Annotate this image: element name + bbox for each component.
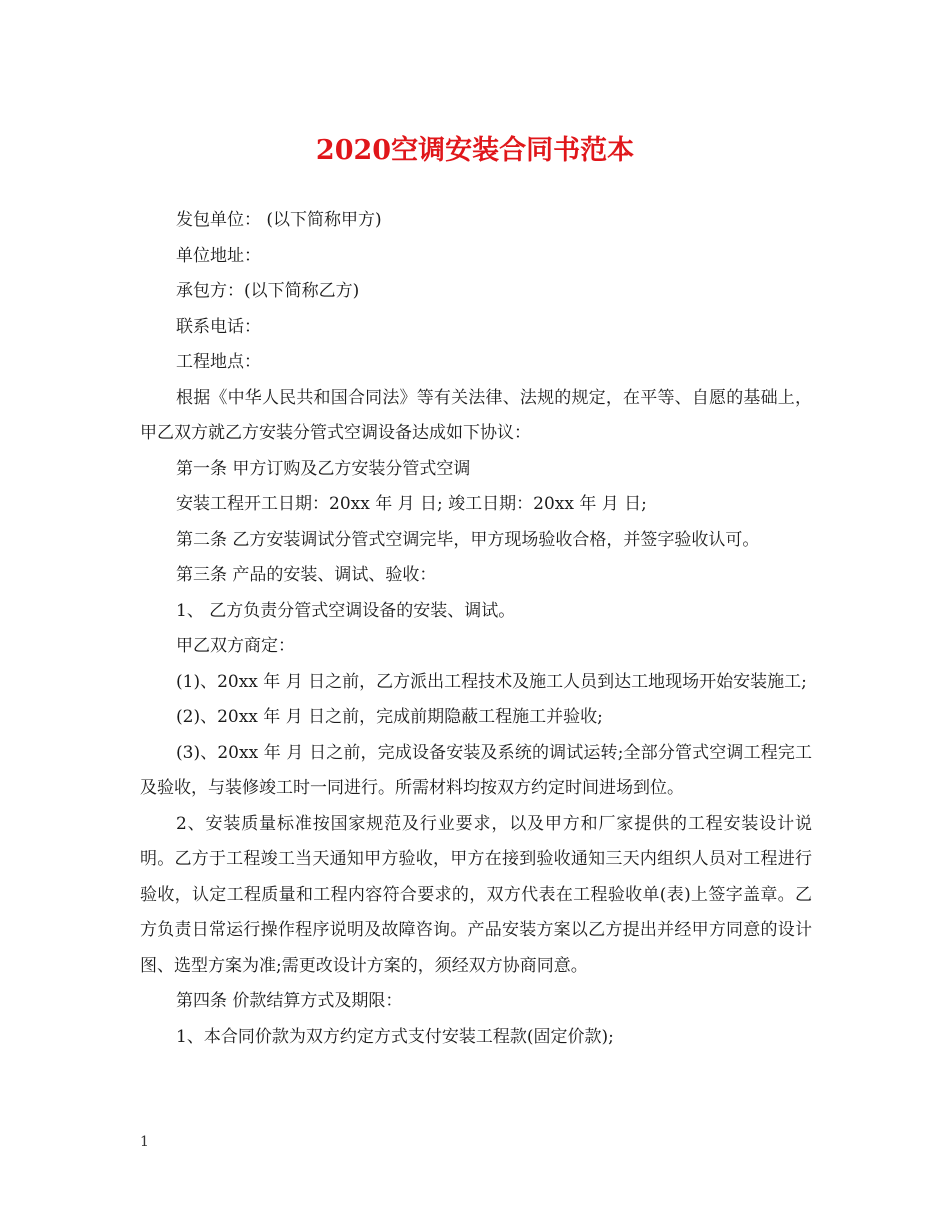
paragraph-schedule-3: (3)、20xx 年 月 日之前，完成设备安装及系统的调试运转;全部分管式空调工程完工及验收，与装修竣工时一同进行。所需材料均按双方约定时间进场到位。 [140,742,812,798]
paragraph-article-4: 第四条 价款结算方式及期限： [176,991,403,1011]
paragraph-employer-address: 单位地址： [176,245,261,266]
paragraph-employer: 发包单位： (以下简称甲方) [176,210,382,230]
paragraph-schedule-1: (1)、20xx 年 月 日之前，乙方派出工程技术及施工人员到达工地现场开始安装施工; [176,671,807,692]
paragraph-schedule-2: (2)、20xx 年 月 日之前，完成前期隐蔽工程施工并验收; [176,707,603,727]
paragraph-preamble: 根据《中华人民共和国合同法》等有关法律、法规的规定，在平等、自愿的基础上，甲乙双方就乙方安装分管式空调设备达成如下协议： [140,387,812,443]
paragraph-article-2: 第二条 乙方安装调试分管式空调完毕，甲方现场验收合格，并签字验收认可。 [176,529,760,550]
paragraph-article-3: 第三条 产品的安装、调试、验收： [176,565,437,585]
paragraph-payment-1: 1、本合同价款为双方约定方式支付安装工程款(固定价款); [176,1026,614,1047]
paragraph-agreement: 甲乙双方商定： [176,636,295,656]
document-body [140,203,812,1055]
document-title: 2020空调安装合同书范本 [315,135,635,166]
paragraph-site: 工程地点： [176,352,261,372]
paragraph-article-1: 第一条 甲方订购及乙方安装分管式空调 [176,458,471,479]
page-number: 1 [140,1134,149,1150]
paragraph-dates: 安装工程开工日期：20xx 年 月 日; 竣工日期：20xx 年 月 日; [176,494,647,514]
paragraph-item-2: 2、安装质量标准按国家规范及行业要求，以及甲方和厂家提供的工程安装设计说明。乙方于工程竣工当天通知甲方验收，甲方在接到验收通知三天内组织人员对工程进行验收，认定工程质量和工程内容符合要求的，双方代表在工程验收单(表)上签字盖章。乙方负责日常运行操作程序说明及故障咨询。产品安装方案以乙方提出并经甲方同意的设计图、选型方案为准;需更改设计方案的，须经双方协商同意。 [140,813,812,976]
paragraph-contractor: 承包方：(以下简称乙方) [176,281,360,301]
paragraph-item-1: 1、 乙方负责分管式空调设备的安装、调试。 [176,600,516,621]
paragraph-phone: 联系电话： [176,316,261,337]
